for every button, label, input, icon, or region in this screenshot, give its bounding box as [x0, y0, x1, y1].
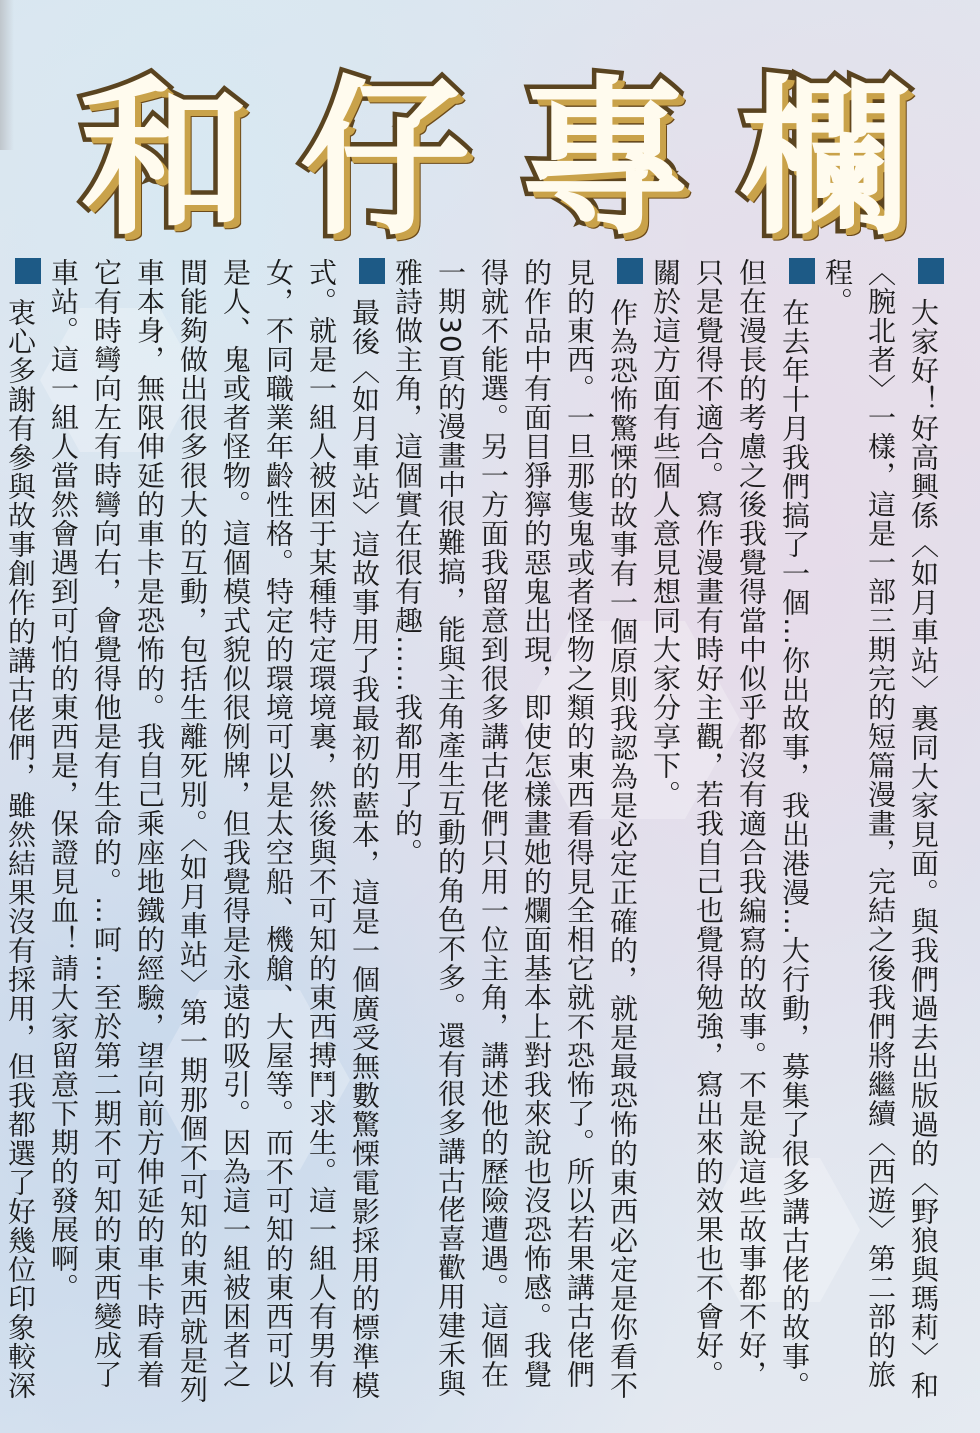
- square-bullet-icon: [359, 258, 385, 284]
- paragraph: [0, 258, 42, 1408]
- title-char: 欄: [739, 60, 910, 259]
- paragraph-text: 最後〈如月車站〉這故事用了我最初的藍本，這是一個廣受無數驚慄電影採用的標準模式。就是一組人被困于某種特定環境裏，然後與不可知的東西搏鬥求生。這一組人有男有女，不同職業年齡性格。特定的環境可以是太空船、機艙、大屋等。而不可知的東西可以是人、鬼或者怪物。這個模式貌似很例牌，但我覺得是永遠的吸引。因為這一組被困者之間能夠做出很多很大的互動，包括生離死別。〈如月車站〉第一期那個不可知的東西就是列車本身，無限伸延的車卡是恐怖的。我自己乘座地鐵的經驗，望向前方伸延的車卡時看着它有時彎向左有時彎向右，會覺得他是有生命的。…呵…至於第二期不可知的東西變成了車站。這一組人當然會遇到可怕的東西是，保證見血！請大家留意下期的發展啊。: [47, 258, 381, 1404]
- paragraph: [386, 258, 644, 1408]
- title-char: 仔: [299, 60, 470, 259]
- paragraph-text: 作為恐怖驚慄的故事有一個原則我認為是必定正確的，就是最恐怖的東西必定是你看不見的東西。一旦那隻鬼或者怪物之類的東西看得見全相它就不恐怖了。所以若果講古佬們的作品中有面目猙獰的惡鬼出現，即使怎樣畫她的爛面基本上對我來說也沒恐怖感。我覺得就不能選。另一方面我留意到很多講古佬們只用一位主角，講述他的歷險遭遇。這個在一期30頁的漫畫中很難搞，能與主角產生互動的角色不多。還有很多講古佬喜歡用建禾與雅詩做主角，這個實在很有趣……我都用了的。: [391, 258, 639, 1400]
- paragraph: [42, 258, 386, 1408]
- square-bullet-icon: [617, 258, 643, 284]
- paragraph: [644, 258, 816, 1408]
- title-char: 和: [79, 60, 250, 259]
- title-char: 專: [519, 60, 690, 259]
- paragraph-text: 大家好！好高興係〈如月車站〉裏同大家見面。與我們過去出版過的〈野狼與瑪莉〉和〈腕北者〉一樣，這是一部三期完的短篇漫畫，完結之後我們將繼續〈西遊〉第二部的旅程。: [821, 258, 940, 1400]
- paragraph-text: 在去年十月我們搞了一個…你出故事，我出港漫…大行動，募集了很多講古佬的故事。但在漫長的考慮之後我覺得當中似乎都沒有適合我編寫的故事。不是說這些故事都不好，只是覺得不適合。寫作漫畫有時好主觀，若我自己也覺得勉強，寫出來的效果也不會好。關於這方面有些個人意見想同大家分享下。: [649, 258, 811, 1400]
- square-bullet-icon: [789, 258, 815, 284]
- column-title: [65, 60, 925, 259]
- article-body: [4, 258, 945, 1408]
- square-bullet-icon: [918, 258, 944, 284]
- square-bullet-icon: [15, 258, 41, 284]
- paragraph-text: 衷心多謝有參與故事創作的講古佬們，雖然結果沒有採用，但我都選了好幾位印象較深: [4, 298, 37, 1400]
- page-edge-shadow: [0, 0, 14, 150]
- paragraph: [816, 258, 945, 1408]
